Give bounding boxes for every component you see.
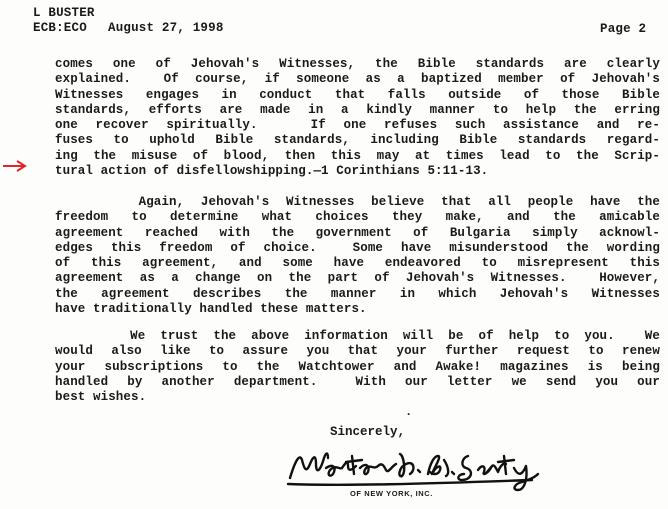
text-line: agreement as a change on the part of Jehovah's Witnesses. However, xyxy=(55,271,660,286)
text-line: standards, efforts are made in a kindly manner to help the erring xyxy=(55,102,660,117)
signature-image xyxy=(282,444,542,494)
text-line: ing the misuse of blood, then this may at times lead to the Scrip- xyxy=(55,148,660,163)
paragraph-1 xyxy=(55,57,660,179)
signature-subline: OF NEW YORK, INC. xyxy=(350,489,433,498)
text-line: the agreement describes the manner in which Jehovah's Witnesses xyxy=(55,286,660,301)
paragraph-3 xyxy=(55,329,660,405)
text-line: tural action of disfellowshipping.—1 Corinthians 5:11-13. xyxy=(55,164,489,179)
text-line: Witnesses engages in conduct that falls outside of those Bible xyxy=(55,87,660,102)
text-line: would also like to assure you that your further request to renew xyxy=(55,344,660,359)
separator-dot: . xyxy=(405,405,413,419)
text-line: comes one of Jehovah's Witnesses, the Bible standards are clearly xyxy=(55,57,660,71)
text-line: your subscriptions to the Watchtower and Awake! magazines is being xyxy=(55,359,660,374)
text-line: best wishes. xyxy=(55,390,147,405)
text-line: We trust the above information will be of help to you. We xyxy=(55,329,660,343)
text-line: of this agreement, and some have endeavored to misrepresent this xyxy=(55,256,660,271)
text-line: one recover spiritually. If one refuses such assistance and re- xyxy=(55,118,660,133)
sender-name: L BUSTER xyxy=(33,6,95,20)
text-line: explained. Of course, if someone as a baptized member of Jehovah's xyxy=(55,72,660,87)
page-number: Page 2 xyxy=(600,22,647,36)
red-arrow-icon xyxy=(2,160,28,172)
closing-salutation: Sincerely, xyxy=(330,425,406,439)
text-line: Again, Jehovah's Witnesses believe that all people have the xyxy=(55,195,660,209)
text-line: agreement reached with the government of Bulgaria simply acknowl- xyxy=(55,225,660,240)
reference-code: ECB:ECO xyxy=(33,21,87,35)
text-line: fuses to uphold Bible standards, including Bible standards regard- xyxy=(55,133,660,148)
text-line: have traditionally handled these matters. xyxy=(55,302,367,317)
text-line: edges this freedom of choice. Some have misunderstood the wording xyxy=(55,240,660,255)
letter-date: August 27, 1998 xyxy=(108,21,224,35)
text-line: handled by another department. With our letter we send you our xyxy=(55,374,660,389)
paragraph-2 xyxy=(55,195,660,317)
text-line: freedom to determine what choices they make, and the amicable xyxy=(55,210,660,225)
